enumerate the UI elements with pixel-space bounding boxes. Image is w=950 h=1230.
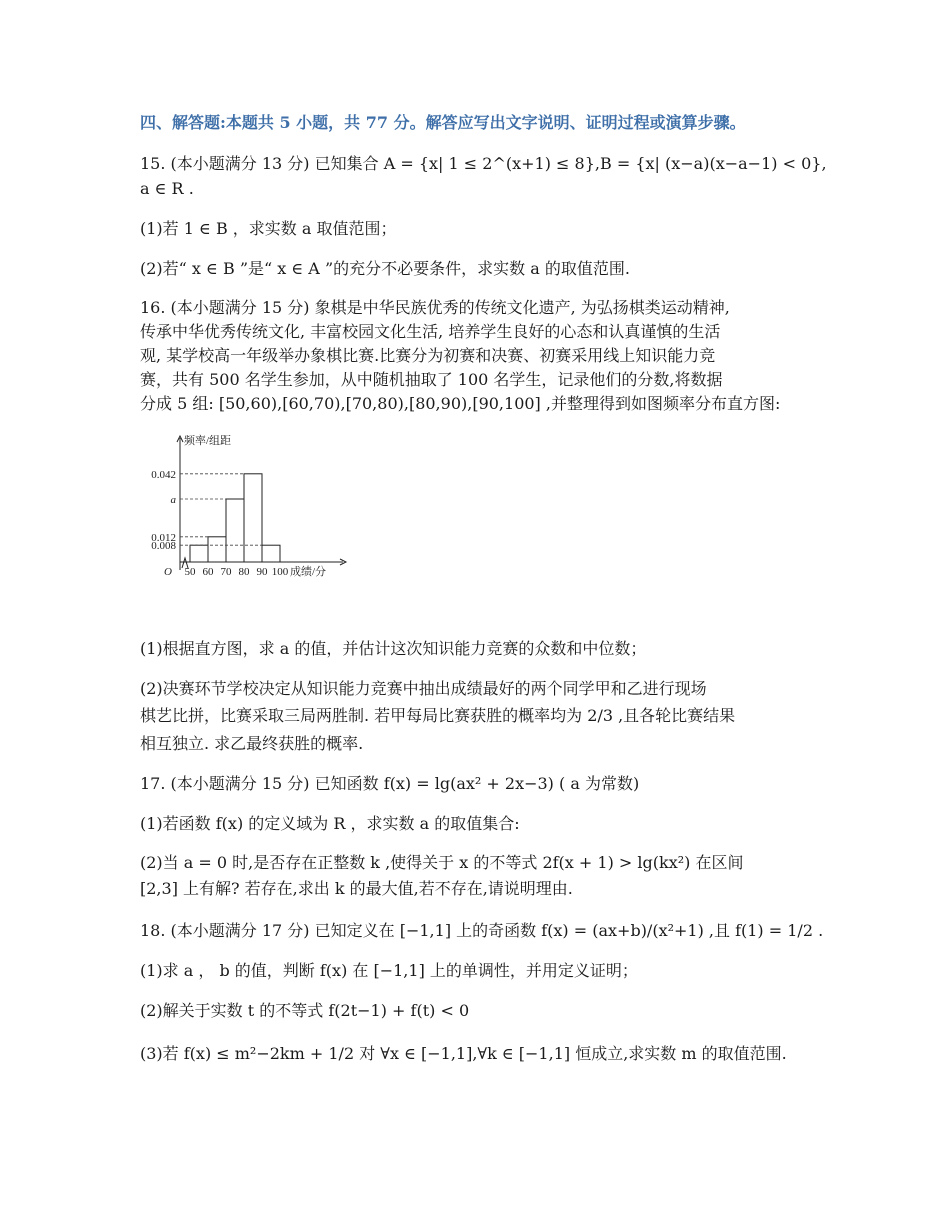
q18-part2: (2)解关于实数 t 的不等式 f(2t−1) + f(t) < 0 bbox=[140, 1001, 470, 1020]
q17-part1: (1)若函数 f(x) 的定义域为 R ，求实数 a 的取值集合: bbox=[140, 814, 520, 833]
y-axis-title: 频率/组距 bbox=[184, 435, 232, 447]
q17-part2-line1: (2)当 a = 0 时,是否存在正整数 k ,使得关于 x 的不等式 2f(x + 1) > lg(kx²) 在区间 bbox=[140, 853, 744, 872]
x-tick-label: 80 bbox=[238, 566, 250, 578]
q16-stem-line5: 分成 5 组: [50,60),[60,70),[70,80),[80,90),[90,100] ,并整理得到如图频率分布直方图: bbox=[140, 394, 781, 413]
q16-stem-line2: 传承中华优秀传统文化, 丰富校园文化生活, 培养学生良好的心态和认真谨慎的生活 bbox=[140, 322, 721, 341]
q15-stem-line1: 15. (本小题满分 13 分) 已知集合 A = {x| 1 ≤ 2^(x+1) ≤ 8},B = {x| (x−a)(x−a−1) < 0}, bbox=[140, 154, 827, 173]
q15-part1: (1)若 1 ∈ B ，求实数 a 取值范围； bbox=[140, 219, 397, 238]
y-tick-label: a bbox=[170, 494, 176, 506]
histogram-bar bbox=[208, 537, 226, 562]
q16-part2-line1: (2)决赛环节学校决定从知识能力竞赛中抽出成绩最好的两个同学甲和乙进行现场 bbox=[140, 679, 707, 698]
q15-part2: (2)若“ x ∈ B ”是“ x ∈ A ”的充分不必要条件，求实数 a 的取值范围. bbox=[140, 259, 630, 278]
q18-part3: (3)若 f(x) ≤ m²−2km + 1/2 对 ∀x ∈ [−1,1],∀k ∈ [−1,1] 恒成立,求实数 m 的取值范围. bbox=[140, 1044, 787, 1063]
q16-part2-line3: 相互独立. 求乙最终获胜的概率. bbox=[140, 734, 364, 753]
x-tick-label: 60 bbox=[202, 566, 214, 578]
histogram-bar bbox=[226, 499, 244, 562]
x-tick-label: 50 bbox=[184, 566, 196, 578]
x-axis-title: 成绩/分 bbox=[290, 566, 327, 578]
x-tick-label: 100 bbox=[271, 566, 289, 578]
histogram-bar bbox=[244, 474, 262, 562]
q17-stem: 17. (本小题满分 15 分) 已知函数 f(x) = lg(ax² + 2x−3) ( a 为常数) bbox=[140, 774, 640, 793]
y-tick-label: 0.008 bbox=[151, 540, 176, 553]
q18-stem: 18. (本小题满分 17 分) 已知定义在 [−1,1] 上的奇函数 f(x) = (ax+b)/(x²+1) ,且 f(1) = 1/2 . bbox=[140, 921, 824, 940]
histogram-bar bbox=[262, 545, 280, 562]
q18-part1: (1)求 a ， b 的值，判断 f(x) 在 [−1,1] 上的单调性，并用定义证明； bbox=[140, 961, 638, 980]
y-tick-label: 0.042 bbox=[151, 468, 176, 481]
q16-part1: (1)根据直方图，求 a 的值，并估计这次知识能力竞赛的众数和中位数； bbox=[140, 639, 647, 658]
x-tick-label: 70 bbox=[220, 566, 232, 578]
q16-part2-line2: 棋艺比拼，比赛采取三局两胜制. 若甲每局比赛获胜的概率均为 2/3 ,且各轮比赛结果 bbox=[140, 706, 736, 725]
q16-stem-line3: 观, 某学校高一年级举办象棋比赛.比赛分为初赛和决赛、初赛采用线上知识能力竞 bbox=[140, 346, 716, 365]
y-tick-label: 0.012 bbox=[151, 531, 176, 544]
origin-label: O bbox=[164, 566, 172, 578]
q16-stem-line4: 赛，共有 500 名学生参加，从中随机抽取了 100 名学生，记录他们的分数,将数据 bbox=[140, 370, 723, 389]
q17-part2-line2: [2,3] 上有解? 若存在,求出 k 的最大值,若不存在,请说明理由. bbox=[140, 879, 573, 898]
q16-stem-line1: 16. (本小题满分 15 分) 象棋是中华民族优秀的传统文化遗产, 为弘扬棋类运动精神, bbox=[140, 298, 730, 317]
frequency-histogram bbox=[138, 432, 348, 592]
section-heading: 四、解答题:本题共 5 小题，共 77 分。解答应写出文字说明、证明过程或演算步骤。 bbox=[140, 113, 746, 132]
x-tick-label: 90 bbox=[256, 566, 268, 578]
histogram-bar bbox=[190, 545, 208, 562]
q15-stem-line2: a ∈ R . bbox=[140, 179, 194, 198]
